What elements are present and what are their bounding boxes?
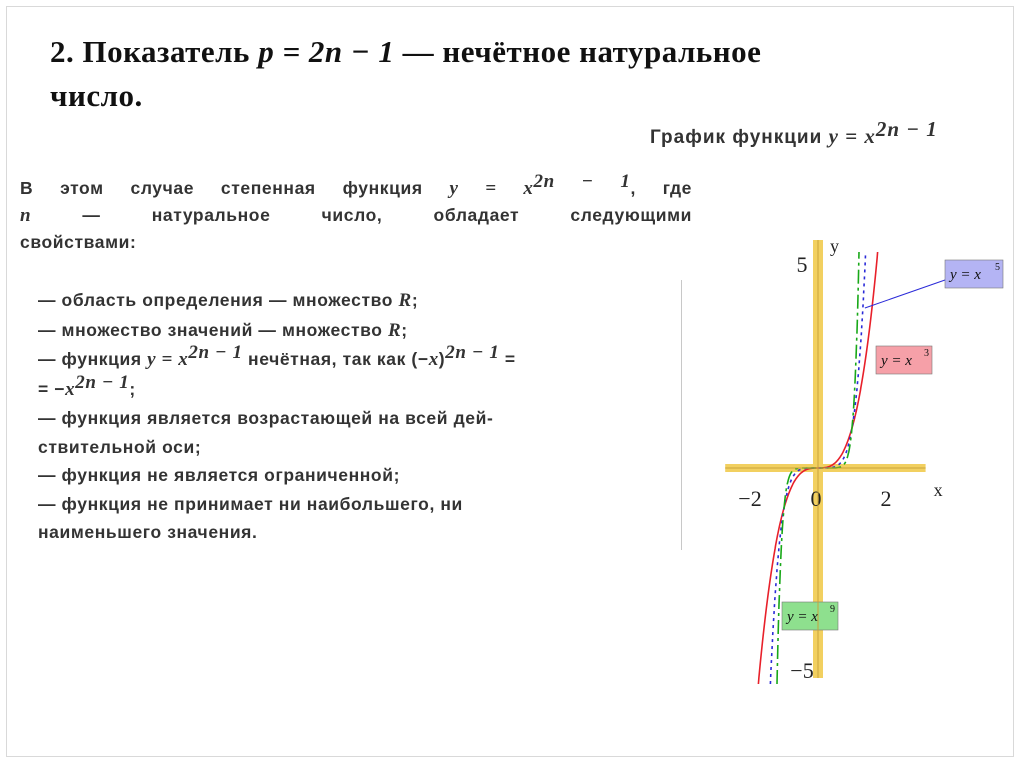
x-tick-label: 2 <box>880 486 892 511</box>
property-odd-text-a: — функция <box>38 349 148 369</box>
property-extrema-line1: — функция не принимает ни наибольшего, ни <box>38 493 463 514</box>
property-odd-text-d: = <box>499 349 516 369</box>
legend-label-power-5: y = x <box>950 267 981 283</box>
y-axis-label: y <box>830 236 839 256</box>
property-domain-set: R <box>398 290 412 311</box>
intro-line-1 <box>20 171 692 202</box>
page-title <box>50 30 1000 118</box>
property-odd-line2-text: = − <box>38 378 66 399</box>
property-odd-line2-exponent: 2n − 1 <box>75 371 130 393</box>
property-domain <box>38 286 658 316</box>
intro-text-a: В этом случае степенная функция <box>20 178 450 198</box>
property-odd-text-b: нечётная, так как (− <box>242 349 429 369</box>
legend-label-power-3: y = x <box>881 353 912 369</box>
property-increasing-line2: ствительной оси; <box>38 436 202 457</box>
properties-list <box>38 286 658 547</box>
property-odd-var: x <box>428 349 439 370</box>
property-range-text: — множество значений — множество <box>38 319 389 340</box>
intro-line-2 <box>20 202 692 229</box>
property-odd-text-c: ) <box>438 349 446 369</box>
property-odd-exponent: 2n − 1 <box>188 342 243 364</box>
title-line1-text: 2. Показатель <box>50 34 259 69</box>
property-odd-line2-var: x <box>65 378 76 400</box>
property-odd-exponent-2: 2n − 1 <box>445 342 500 364</box>
property-extrema-line2: наименьшего значения. <box>38 522 258 542</box>
intro-formula: y = x <box>449 178 534 199</box>
graph-caption-text: График функции <box>650 127 829 148</box>
x-tick-label: −2 <box>738 486 762 511</box>
property-odd-line2-end: ; <box>129 378 136 399</box>
x-axis-label: x <box>933 480 943 500</box>
property-increasing-line1: — функция является возрастающей на всей дей- <box>38 408 494 428</box>
intro-line-3: свойствами: <box>20 232 137 252</box>
intro-var-n: n <box>20 205 32 226</box>
intro-text-c: — натуральное число, обладает следующими <box>31 205 692 225</box>
separator-line <box>681 280 682 550</box>
graph-caption-exponent: 2n − 1 <box>875 116 938 141</box>
y-tick-label: −5 <box>790 658 814 683</box>
property-odd-formula: y = x <box>147 349 189 370</box>
property-range-end: ; <box>401 319 408 340</box>
property-domain-end: ; <box>411 290 419 310</box>
property-odd <box>38 342 658 375</box>
intro-exponent: 2n − 1 <box>533 171 631 193</box>
property-domain-text: — область определения — множество <box>38 290 399 310</box>
property-range <box>38 316 658 346</box>
x-tick-label: 0 <box>810 486 822 511</box>
legend-exponent-power-3: 3 <box>924 348 929 359</box>
property-odd-line2 <box>38 371 658 405</box>
property-unbounded: — функция не является ограниченной; <box>38 465 401 485</box>
legend-label-power-9: y = x <box>787 609 818 625</box>
intro-text-b: , где <box>630 178 692 198</box>
title-formula: p = 2n − 1 <box>258 34 395 69</box>
y-tick-label: 5 <box>796 252 808 277</box>
legend-exponent-power-5: 5 <box>995 262 1000 273</box>
legend-exponent-power-9: 9 <box>830 604 835 615</box>
power-function-graph <box>690 236 1000 690</box>
graph-caption-formula: y = x <box>828 124 876 148</box>
property-range-set: R <box>388 319 402 341</box>
title-line2: число. <box>50 78 143 113</box>
legend-leader-line <box>865 280 945 308</box>
title-line1-rest: — нечётное натуральное <box>394 34 762 69</box>
graph-caption <box>650 116 938 149</box>
intro-paragraph <box>20 171 692 255</box>
